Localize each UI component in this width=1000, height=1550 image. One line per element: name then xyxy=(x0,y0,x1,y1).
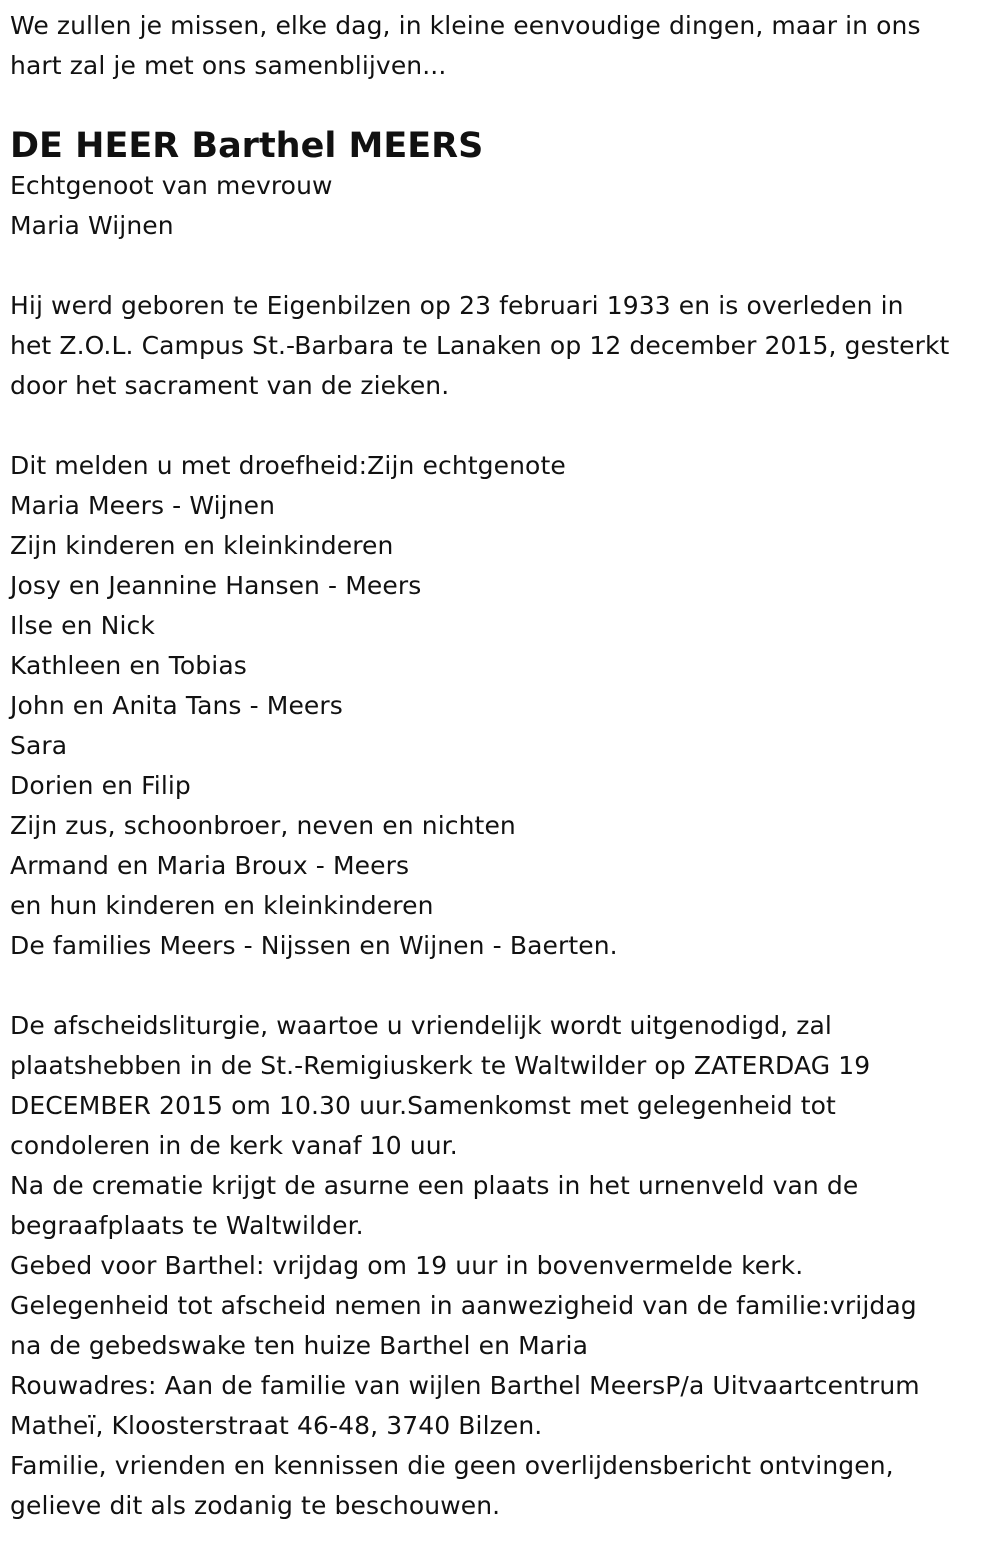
paragraph-spacer xyxy=(10,246,995,286)
family-list xyxy=(10,446,995,966)
birth-death-line: door het sacrament van de zieken. xyxy=(10,371,450,400)
family-line: Maria Meers - Wijnen xyxy=(10,491,276,520)
paragraph-spacer xyxy=(10,406,995,446)
birth-death-line: het Z.O.L. Campus St.-Barbara te Lanaken op 12 december 2015, gesterkt xyxy=(10,331,950,360)
ceremony-details xyxy=(10,1006,995,1526)
ceremony-line: plaatshebben in de St.-Remigiuskerk te Waltwilder op ZATERDAG 19 xyxy=(10,1051,871,1080)
ceremony-line: De afscheidsliturgie, waartoe u vriendelijk wordt uitgenodigd, zal xyxy=(10,1011,832,1040)
quote-line: hart zal je met ons samenblijven... xyxy=(10,51,447,80)
ceremony-line: Gelegenheid tot afscheid nemen in aanwezigheid van de familie:vrijdag xyxy=(10,1291,917,1320)
family-line: en hun kinderen en kleinkinderen xyxy=(10,891,434,920)
obituary-notice xyxy=(10,6,995,1526)
ceremony-line: DECEMBER 2015 om 10.30 uur.Samenkomst met gelegenheid tot xyxy=(10,1091,836,1120)
family-line: Armand en Maria Broux - Meers xyxy=(10,851,410,880)
family-line: John en Anita Tans - Meers xyxy=(10,691,343,720)
quote-line: We zullen je missen, elke dag, in kleine eenvoudige dingen, maar in ons xyxy=(10,11,921,40)
ceremony-line: gelieve dit als zodanig te beschouwen. xyxy=(10,1491,501,1520)
ceremony-line: Rouwadres: Aan de familie van wijlen Barthel MeersP/a Uitvaartcentrum xyxy=(10,1371,920,1400)
family-line: Ilse en Nick xyxy=(10,611,155,640)
ceremony-line: na de gebedswake ten huize Barthel en Maria xyxy=(10,1331,589,1360)
family-line: Dit melden u met droefheid:Zijn echtgenote xyxy=(10,451,566,480)
paragraph-spacer xyxy=(10,966,995,1006)
birth-death-paragraph xyxy=(10,286,995,406)
family-line: Sara xyxy=(10,731,68,760)
ceremony-line: condoleren in de kerk vanaf 10 uur. xyxy=(10,1131,458,1160)
spouse-line: Maria Wijnen xyxy=(10,211,174,240)
spouse-line: Echtgenoot van mevrouw xyxy=(10,171,333,200)
ceremony-line: Matheï, Kloosterstraat 46-48, 3740 Bilzen. xyxy=(10,1411,543,1440)
family-line: Josy en Jeannine Hansen - Meers xyxy=(10,571,422,600)
family-line: Kathleen en Tobias xyxy=(10,651,247,680)
spouse-info xyxy=(10,166,995,246)
birth-death-line: Hij werd geboren te Eigenbilzen op 23 februari 1933 en is overleden in xyxy=(10,291,904,320)
family-line: Zijn zus, schoonbroer, neven en nichten xyxy=(10,811,516,840)
opening-quote xyxy=(10,6,995,86)
ceremony-line: Na de crematie krijgt de asurne een plaats in het urnenveld van de xyxy=(10,1171,859,1200)
family-line: Dorien en Filip xyxy=(10,771,191,800)
ceremony-line: Familie, vrienden en kennissen die geen overlijdensbericht ontvingen, xyxy=(10,1451,894,1480)
family-line: Zijn kinderen en kleinkinderen xyxy=(10,531,394,560)
ceremony-line: begraafplaats te Waltwilder. xyxy=(10,1211,364,1240)
family-line: De families Meers - Nijssen en Wijnen - Baerten. xyxy=(10,931,618,960)
ceremony-line: Gebed voor Barthel: vrijdag om 19 uur in bovenvermelde kerk. xyxy=(10,1251,804,1280)
deceased-title: DE HEER Barthel MEERS xyxy=(10,126,484,166)
